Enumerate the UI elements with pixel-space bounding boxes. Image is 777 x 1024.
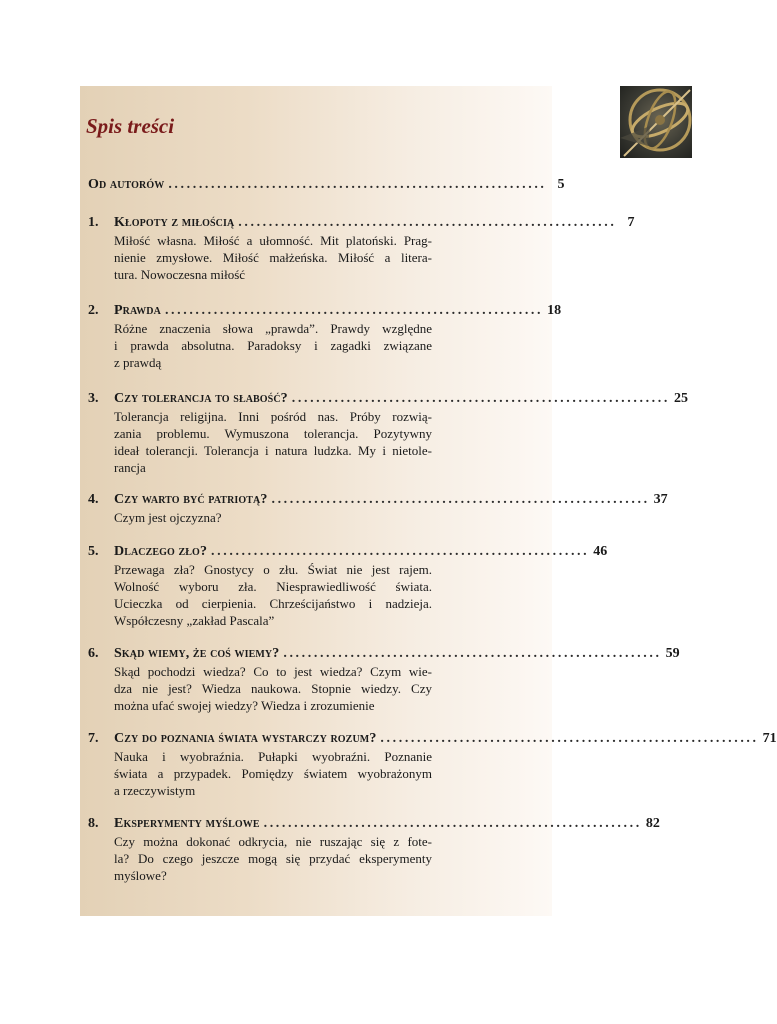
toc-entry-heading[interactable] xyxy=(88,815,660,833)
dot-leader: .............................................................. xyxy=(164,303,544,318)
chapter-number: 1. xyxy=(88,215,99,230)
description-line: Czy można dokonać odkrycia, nie ruszając się z fote- xyxy=(114,834,432,849)
page-title: Spis treści xyxy=(86,114,175,138)
description-line: Przewaga zła? Gnostycy o złu. Świat nie jest rajem. xyxy=(114,562,432,577)
chapter-title[interactable]: Czy do poznania świata wystarczy rozum? xyxy=(114,731,377,746)
toc-entry[interactable] xyxy=(88,390,688,476)
toc-entry[interactable] xyxy=(88,214,635,283)
description-line: Czym jest ojczyzna? xyxy=(114,510,222,525)
description-line: Nauka i wyobraźnia. Pułapki wyobraźni. Poznanie xyxy=(114,749,432,764)
chapter-title[interactable]: Kłopoty z miłością xyxy=(114,215,235,230)
description-line: a rzeczywistym xyxy=(114,783,196,798)
armillary-sphere-image xyxy=(620,86,692,158)
description-line: Różne znaczenia słowa „prawda”. Prawdy względne xyxy=(114,321,432,336)
toc-entry[interactable] xyxy=(88,176,565,194)
chapter-description xyxy=(114,833,432,884)
chapter-description xyxy=(114,232,432,283)
chapter-title[interactable]: Skąd wiemy, że coś wiemy? xyxy=(114,646,280,661)
toc-entry[interactable] xyxy=(88,543,608,629)
dot-leader: .............................................................. xyxy=(291,391,670,406)
description-line: Skąd pochodzi wiedza? Co to jest wiedza? Czym wie- xyxy=(114,664,432,679)
chapter-number: 5. xyxy=(88,544,99,559)
dot-leader: .............................................................. xyxy=(211,544,590,559)
chapter-description xyxy=(114,509,432,526)
page-number[interactable]: 82 xyxy=(645,816,660,831)
toc-entry-heading[interactable] xyxy=(88,214,635,232)
dot-leader: .............................................................. xyxy=(380,731,759,746)
chapter-description xyxy=(114,408,432,476)
chapter-description xyxy=(114,748,432,799)
toc-entry-heading[interactable] xyxy=(88,302,562,320)
dot-leader: .............................................................. xyxy=(263,816,642,831)
description-line: można ufać swojej wiedzy? Wiedza i zrozumienie xyxy=(114,698,375,713)
description-line: Wolność wyboru zła. Niesprawiedliwość świata. xyxy=(114,579,432,594)
chapter-number: 3. xyxy=(88,391,99,406)
description-line: Miłość własna. Miłość a ułomność. Mit platoński. Prag- xyxy=(114,233,432,248)
description-line: zania problemu. Wymuszona tolerancja. Pozytywny xyxy=(114,426,432,441)
description-line: Ucieczka od cierpienia. Chrześcijaństwo i nadzieja. xyxy=(114,596,432,611)
page-number[interactable]: 25 xyxy=(673,391,688,406)
toc-entry[interactable] xyxy=(88,730,777,799)
page-number[interactable]: 5 xyxy=(557,177,565,192)
toc-entry-heading[interactable] xyxy=(88,730,777,748)
chapter-description xyxy=(114,561,432,629)
chapter-number: 4. xyxy=(88,492,99,507)
dot-leader: .............................................................. xyxy=(168,177,547,192)
description-line: nienie zmysłowe. Miłość małżeńska. Miłość a litera- xyxy=(114,250,432,265)
chapter-number: 2. xyxy=(88,303,99,318)
page-number[interactable]: 71 xyxy=(762,731,777,746)
chapter-number: 7. xyxy=(88,731,99,746)
chapter-number: 6. xyxy=(88,646,99,661)
dot-leader: .............................................................. xyxy=(283,646,662,661)
chapter-title[interactable]: Od autorów xyxy=(88,177,165,192)
chapter-description xyxy=(114,320,432,371)
description-line: myślowe? xyxy=(114,868,167,883)
page-number[interactable]: 46 xyxy=(593,544,608,559)
description-line: Tolerancja religijna. Inni pośród nas. Próby rozwią- xyxy=(114,409,432,424)
toc-entry-heading[interactable] xyxy=(88,176,565,194)
toc-entry-heading[interactable] xyxy=(88,645,680,663)
dot-leader: .............................................................. xyxy=(238,215,617,230)
toc-entry[interactable] xyxy=(88,645,680,714)
toc-entry-heading[interactable] xyxy=(88,543,608,561)
toc-entry[interactable] xyxy=(88,302,562,371)
description-line: rancja xyxy=(114,460,146,475)
description-line: la? Do czego jeszcze mogą się przydać eksperymenty xyxy=(114,851,432,866)
chapter-title[interactable]: Prawda xyxy=(114,303,161,318)
toc-entry[interactable] xyxy=(88,815,660,884)
armillary-sphere-icon xyxy=(620,86,692,158)
chapter-title[interactable]: Eksperymenty myślowe xyxy=(114,816,260,831)
description-line: tura. Nowoczesna miłość xyxy=(114,267,246,282)
toc-entry-heading[interactable] xyxy=(88,491,668,509)
page-number[interactable]: 18 xyxy=(547,303,562,318)
toc-entry[interactable] xyxy=(88,491,668,526)
description-line: i prawda absolutna. Paradoksy i zagadki związane xyxy=(114,338,432,353)
chapter-title[interactable]: Dlaczego zło? xyxy=(114,544,208,559)
dot-leader: .............................................................. xyxy=(271,492,650,507)
chapter-title[interactable]: Czy warto być patriotą? xyxy=(114,492,268,507)
description-line: ideał tolerancji. Tolerancja i natura ludzka. My i nietole- xyxy=(114,443,432,458)
description-line: świata a przypadek. Pomiędzy światem wyobrażonym xyxy=(114,766,432,781)
page-number[interactable]: 59 xyxy=(665,646,680,661)
chapter-number: 8. xyxy=(88,816,99,831)
description-line: z prawdą xyxy=(114,355,162,370)
page-number[interactable]: 7 xyxy=(627,215,635,230)
chapter-title[interactable]: Czy tolerancja to słabość? xyxy=(114,391,288,406)
toc-entry-heading[interactable] xyxy=(88,390,688,408)
chapter-description xyxy=(114,663,432,714)
page-number[interactable]: 37 xyxy=(653,492,668,507)
description-line: Współczesny „zakład Pascala” xyxy=(114,613,275,628)
description-line: dza nie jest? Wiedza naukowa. Stopnie wiedzy. Czy xyxy=(114,681,432,696)
